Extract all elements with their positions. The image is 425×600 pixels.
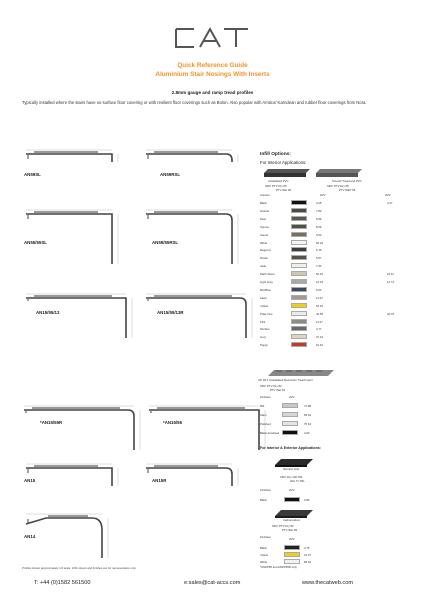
colour-lrv: 12.33 — [316, 280, 323, 284]
profile-label: *AN15/55R — [40, 420, 63, 425]
colour-lrv: 5.86 — [316, 216, 322, 221]
colour-name: Camel — [260, 232, 269, 237]
colour-name: Polar One — [260, 311, 273, 316]
olympic-srv: SRV: Dry 102 TRL — [280, 475, 303, 479]
profile-label: AN14 — [24, 534, 36, 539]
colour-row — [260, 263, 410, 269]
colour-row — [260, 247, 410, 253]
profile-drawing-1 — [140, 148, 240, 173]
profile-drawing-10 — [20, 512, 110, 572]
profile-6 — [18, 404, 142, 454]
colour-lrv-smooth: 22.11 — [387, 272, 394, 277]
colour-name: Spruce — [260, 224, 269, 229]
finish-row — [260, 403, 410, 409]
olympic-lrv-label: LRV: — [289, 488, 296, 492]
profile-label: AN55/55SL — [24, 240, 47, 245]
lrv-label: LRV: — [320, 193, 327, 197]
colour-swatch — [291, 240, 307, 245]
castellated-srv: SRV: PTV Dry 65 — [265, 184, 287, 188]
finish-name: Yellow — [260, 553, 268, 557]
colour-swatch — [291, 342, 307, 347]
carborundum-name: Carborundum — [283, 518, 301, 522]
finish-swatch — [282, 421, 298, 426]
colour-name: White — [260, 240, 268, 245]
colour-lrv: 11.21 — [316, 295, 323, 300]
finish-swatch — [282, 403, 298, 408]
colour-lrv: 7.93 — [316, 264, 322, 269]
smooth-pvc-label: Smooth Tread-end PVC — [332, 179, 362, 183]
finish-row — [260, 412, 410, 418]
colour-lrv: 11.27 — [316, 319, 323, 324]
olympic-srv-wet: Wet 71 TRL — [290, 479, 305, 483]
colour-name: Rustic — [260, 256, 268, 261]
profile-5 — [140, 292, 254, 347]
colour-lrv: 10.61 — [316, 343, 323, 348]
footnote: Profiles shown approximately 1/2 scale. Infill colours and finishes are for representation only. — [22, 566, 137, 570]
colour-swatch — [291, 334, 307, 339]
colour-lrv: 84.22 — [316, 240, 323, 245]
colour-swatch — [291, 326, 307, 331]
finish-swatch — [284, 552, 300, 557]
ati-srv-wet: PTV Wet 54 — [270, 388, 286, 392]
finish-swatch — [284, 545, 300, 550]
footer-phone: T: +44 (0)1582 561500 — [34, 580, 91, 586]
finish-swatch — [284, 559, 300, 564]
colour-swatch — [291, 208, 307, 213]
finish-name: Polished — [260, 422, 271, 426]
colour-row — [260, 303, 410, 309]
colour-name: Light Grey — [260, 280, 273, 284]
profile-7 — [143, 404, 267, 454]
footer-email[interactable]: e:sales@cat-accs.com — [184, 580, 241, 586]
exterior-heading: For Interior & Exterior Applications: — [260, 446, 321, 450]
finish-swatch — [282, 412, 298, 417]
finish-name: Mill — [260, 404, 265, 408]
colour-row — [260, 311, 410, 317]
colour-swatch — [291, 271, 307, 276]
carborundum-lrv-label: LRV: — [289, 537, 296, 541]
profile-label: AN15/55/13R — [157, 310, 184, 315]
profile-10 — [20, 512, 110, 572]
colour-lrv: 7.82 — [316, 208, 322, 213]
colour-row — [260, 208, 410, 214]
finish-name: Black — [260, 546, 267, 550]
colour-name: Fawn — [260, 295, 267, 300]
colour-row — [260, 200, 410, 206]
finish-row — [260, 545, 410, 551]
olympic-name: Olympic Grip — [283, 467, 300, 471]
colour-swatch — [291, 311, 307, 316]
colour-row — [260, 279, 410, 285]
colour-row — [260, 319, 410, 325]
colour-row — [260, 287, 410, 293]
finish-name: White — [260, 560, 268, 564]
colour-swatch — [291, 216, 307, 221]
ati-insert-image — [268, 368, 336, 378]
carborundum-srv-wet: PTV Wet 99 — [282, 528, 298, 532]
colour-lrv-smooth: 12.74 — [387, 280, 394, 284]
profile-label: AN15/55/13 — [36, 310, 60, 315]
colour-row — [260, 271, 410, 277]
carborundum-finishes-label: Finishes: — [260, 535, 272, 539]
ati-finishes-label: Finishes: — [260, 395, 272, 399]
colour-name: Poppy — [260, 343, 268, 348]
intro-paragraph: Typically installed where the stairs have no surface floor covering or with resilient floor coverings such as Bolon. Also popular with Amtico/ Karndean and rubber floor coverings from Nora. — [22, 100, 367, 105]
colour-name: Ivory — [260, 335, 267, 340]
colour-name: Yellow — [260, 303, 268, 308]
finish-lrv: 65.49 — [304, 413, 311, 417]
finish-name: Black Anodised — [260, 431, 280, 435]
colour-row — [260, 255, 410, 261]
colour-row — [260, 334, 410, 340]
colour-lrv: 5.16 — [316, 248, 322, 253]
colour-name: Nimbus — [260, 327, 270, 332]
colour-name: Flint — [260, 319, 266, 324]
ati-name: ATI 48 3 Castellated Aluminium Tread Insert — [258, 378, 313, 382]
profile-drawing-6 — [18, 404, 142, 454]
profile-label: AN59/55RSL — [152, 240, 179, 245]
finish-name: Satin — [260, 413, 267, 417]
carborundum-srv: SRV: PTV Dry 82 — [272, 524, 294, 528]
colour-row — [260, 342, 410, 348]
finish-lrv: 71.88 — [304, 404, 311, 408]
finish-lrv: 4.75 — [304, 546, 310, 550]
profile-4 — [20, 292, 134, 347]
colour-lrv: 8.06 — [316, 224, 322, 229]
colour-row — [260, 240, 410, 246]
profile-drawing-5 — [140, 292, 254, 347]
colour-lrv-smooth: 4.47 — [387, 201, 393, 205]
colour-name: Mid Blue — [260, 287, 271, 292]
colour-name: Regency — [260, 248, 272, 253]
smooth-srv: SRV: PTV Dry 65 — [327, 184, 349, 188]
colour-row — [260, 326, 410, 332]
colour-row — [260, 232, 410, 238]
ati-srv: SRV: PTV Dry 82 — [260, 384, 282, 388]
finish-row — [260, 552, 410, 558]
carborundum-note: *AN15/55 and AN15/55R only — [260, 565, 297, 569]
colour-swatch — [291, 279, 307, 284]
colour-lrv: 42.55 — [316, 311, 323, 316]
pvc-samples-image — [262, 167, 362, 179]
ati-lrv-label: LRV: — [289, 395, 296, 399]
colour-swatch — [291, 303, 307, 308]
colour-swatch — [291, 247, 307, 252]
castellated-pvc-label: Castellated PVC — [268, 179, 289, 183]
colour-row — [260, 216, 410, 222]
profile-label: AN15R — [152, 478, 167, 483]
profile-drawing-4 — [20, 292, 134, 347]
profile-label: AN59SL — [24, 172, 41, 177]
guide-subtitle: Aluminium Stair Nosings With Inserts — [155, 71, 270, 78]
colour-name: Jade — [260, 264, 267, 269]
castellated-srv-wet: PTV Wet 36 — [276, 188, 292, 192]
colour-swatch — [291, 319, 307, 324]
colour-swatch — [291, 232, 307, 237]
colour-lrv: 9.63 — [316, 232, 322, 237]
finish-swatch — [284, 497, 300, 502]
colour-swatch — [291, 295, 307, 300]
colour-lrv-smooth: 42.75 — [387, 311, 394, 316]
colour-lrv: 37.42 — [316, 335, 323, 340]
finish-lrv: 3.86 — [304, 498, 310, 502]
finish-lrv: 68.46 — [304, 560, 311, 564]
profile-0 — [20, 148, 120, 173]
finish-row — [260, 497, 410, 503]
olympic-finishes-label: Finishes: — [260, 488, 272, 492]
profile-drawing-0 — [20, 148, 120, 173]
colour-swatch — [291, 200, 307, 205]
colour-name: Peat — [260, 216, 266, 221]
infill-heading: Infill Options: — [260, 152, 291, 157]
profile-label: *AN15/55 — [163, 420, 183, 425]
colours-label: Colours: — [260, 193, 271, 197]
colour-swatch — [291, 224, 307, 229]
smooth-srv-wet: PTV WET 56 — [339, 188, 356, 192]
interior-heading: For Interior Applications: — [260, 160, 307, 165]
colour-swatch — [291, 287, 307, 292]
section-subtitle: 2.8mm gauge and ramp tread profiles — [171, 90, 254, 95]
finish-lrv: 75.64 — [304, 422, 311, 426]
colour-swatch — [291, 263, 307, 268]
colour-name: Black — [260, 201, 267, 205]
colour-lrv: 6.63 — [316, 287, 322, 292]
profile-label: AN59RSL — [160, 172, 181, 177]
colour-swatch — [291, 255, 307, 260]
finish-name: Black — [260, 498, 267, 502]
finish-row — [260, 430, 410, 436]
finish-swatch — [282, 430, 298, 435]
colour-lrv: 4.25 — [316, 201, 322, 205]
olympic-grip-image — [275, 457, 315, 467]
guide-title: Quick Reference Guide — [177, 62, 248, 69]
colour-lrv: 52.91 — [316, 272, 323, 277]
colour-name: Granite — [260, 208, 270, 213]
lrv-label-2: LRV: — [385, 193, 392, 197]
colour-name: Parth Stone — [260, 272, 275, 277]
cat-logo — [172, 26, 252, 50]
colour-row — [260, 295, 410, 301]
colour-row — [260, 224, 410, 230]
colour-lrv: 54.91 — [316, 303, 323, 308]
carborundum-image — [275, 508, 315, 518]
footer-website[interactable]: www.thecatweb.com — [302, 580, 353, 586]
finish-row — [260, 421, 410, 427]
finish-lrv: 4.60 — [304, 431, 310, 435]
finish-lrv: 41.37 — [304, 553, 311, 557]
profile-label: AN15 — [24, 478, 36, 483]
colour-lrv: 5.57 — [316, 256, 322, 261]
profile-drawing-7 — [143, 404, 267, 454]
profile-1 — [140, 148, 240, 173]
colour-lrv: 4.77 — [316, 327, 322, 332]
